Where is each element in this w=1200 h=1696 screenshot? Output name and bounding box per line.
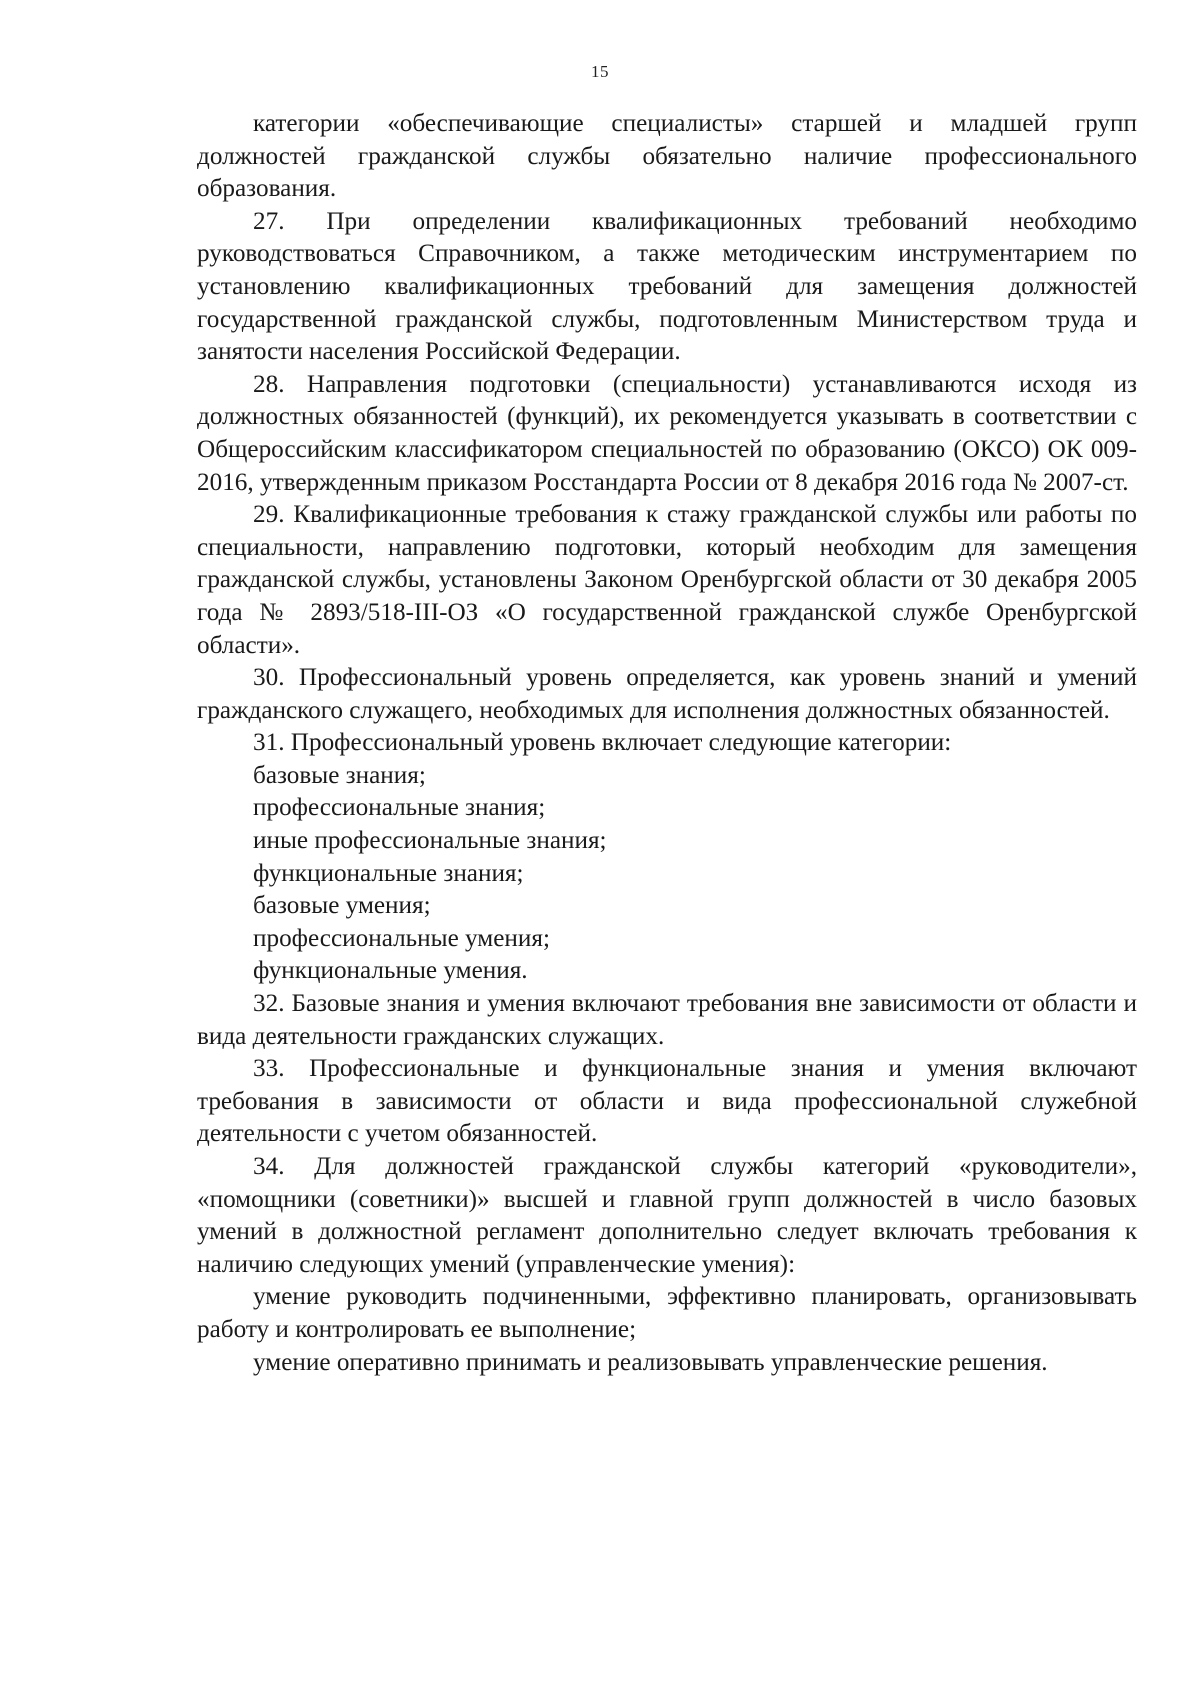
- paragraph-27: 27. При определении квалификационных требований необходимо руководствоваться Справочником, а также методическим инструментарием по установлению квалификационных требований для замещения должностей государственной гражданской службы, подготовленным Министерством труда и занятости населения Российской Федерации.: [197, 207, 1137, 366]
- paragraph-33: 33. Профессиональные и функциональные знания и умения включают требования в зависимости от области и вида профессиональной служебной деятельности с учетом обязанностей.: [197, 1055, 1137, 1148]
- category-item: профессиональные знания;: [253, 794, 546, 822]
- category-item: базовые умения;: [253, 892, 431, 920]
- paragraph-34: 34. Для должностей гражданской службы категорий «руководители», «помощники (советники)» высшей и главной групп должностей в число базовых умений в должностной регламент дополнительно следует включать требования к наличию следующих умений (управленческие умения):: [197, 1153, 1137, 1278]
- category-item: базовые знания;: [253, 761, 426, 789]
- page-number: 15: [591, 62, 609, 81]
- paragraph-32: 32. Базовые знания и умения включают требования вне зависимости от области и вида деятельности гражданских служащих.: [197, 990, 1137, 1050]
- category-item: иные профессиональные знания;: [253, 827, 607, 855]
- paragraph-30: 30. Профессиональный уровень определяется, как уровень знаний и умений гражданского служащего, необходимых для исполнения должностных обязанностей.: [197, 664, 1137, 724]
- category-item: функциональные знания;: [253, 859, 524, 887]
- document-body: [197, 108, 1137, 1379]
- paragraph-28: 28. Направления подготовки (специальности) устанавливаются исходя из должностных обязанностей (функций), их рекомендуется указывать в соответствии с Общероссийским классификатором специальностей по образованию (ОКСО) ОК 009-2016, утвержденным приказом Росстандарта России от 8 декабря 2016 года № 2007-ст.: [197, 370, 1137, 496]
- category-item: профессиональные умения;: [253, 924, 550, 952]
- paragraph-29: 29. Квалификационные требования к стажу гражданской службы или работы по специальности, направлению подготовки, который необходим для замещения гражданской службы, установлены Законом Оренбургской области от 30 декабря 2005 года № 2893/518-III-ОЗ «О государственной гражданской службе Оренбургской области».: [197, 501, 1137, 659]
- paragraph-continuation: категории «обеспечивающие специалисты» старшей и младшей групп должностей гражданской службы обязательно наличие профессионального образования.: [197, 110, 1137, 203]
- paragraph-34-skill-1: умение руководить подчиненными, эффективно планировать, организовывать работу и контролировать ее выполнение;: [197, 1283, 1137, 1343]
- paragraph-31: 31. Профессиональный уровень включает следующие категории:: [253, 729, 952, 757]
- paragraph-34-skill-2: умение оперативно принимать и реализовывать управленческие решения.: [253, 1348, 1048, 1376]
- category-item: функциональные умения.: [253, 957, 528, 985]
